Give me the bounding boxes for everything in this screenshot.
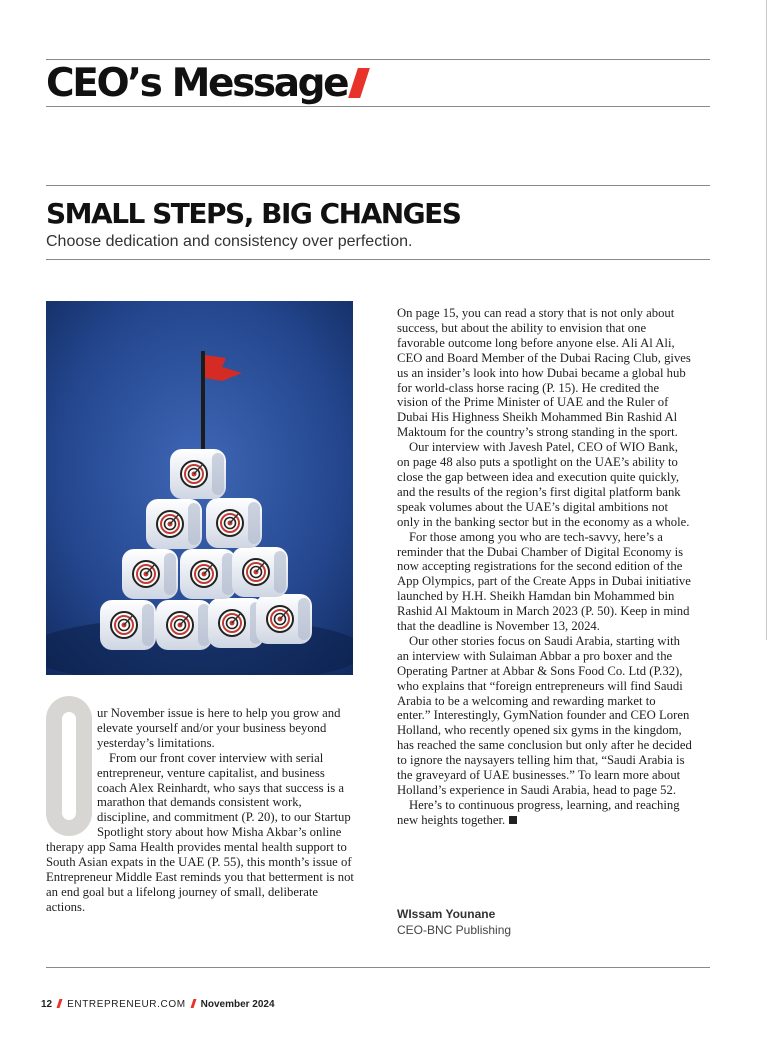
footer-slash-2 <box>190 999 196 1008</box>
dice-pyramid-illustration <box>46 301 353 675</box>
left-paragraph-1: ur November issue is here to help you grow and elevate yourself and/or your business beyond yesterday’s limitations. <box>97 706 341 750</box>
page-edge-line <box>766 0 767 640</box>
page-number: 12 <box>41 999 53 1010</box>
right-paragraph-2: Our interview with Javesh Patel, CEO of WIO Bank, on page 48 also puts a spotlight on the UAE’s ability to close the gap between idea and execution quite quickly, and the results of the region’s first digital platform bank speak volumes about the UAE’s digital ambitions not only in the banking sector but in the economy as a whole. <box>397 440 690 529</box>
right-paragraph-4: Our other stories focus on Saudi Arabia, starting with an interview with Sulaiman Abbar a pro boxer and the Operating Partner at Abbar & Sons Food Co. Ltd (P.32), who explains that “foreign entrepreneurs will find Saudi Arabia to be a welcoming and rewarding market to enter.” Interestingly, GymNation founder and CEO Loren Holland, who recently opened six gyms in the kingdom, has reached the same conclusion but only after he decided to ignore the naysayers telling him that, “Saudi Arabia is the graveyard of UAE businesses.” To learn more about Holland’s experience in Saudi Arabia, head to page 52. <box>397 633 692 797</box>
die-row-2 <box>122 547 288 599</box>
signature-role: CEO-BNC Publishing <box>397 923 512 937</box>
section-accent-slash <box>348 68 370 98</box>
headline-bottom-rule <box>46 259 710 260</box>
section-title <box>46 62 365 106</box>
section-rule <box>46 106 710 107</box>
closing-text: Here’s to continuous progress, learning, and reaching new heights together. <box>397 797 680 827</box>
section-title-text: CEO’s Message <box>46 61 348 106</box>
left-paragraph-2: From our front cover interview with serial entrepreneur, venture capitalist, and business coach Alex Reinhardt, who says that success is a marathon that demands consistent work, discipline, and commitment (P. 20), to our Startup Spotlight story about how Misha Akbar’s online therapy app Sama Health provides mental health support to South Asian expats in the UAE (P. 55), this month’s issue of Entrepreneur Middle East reminds you that betterment is not an end goal but a lifelong journey of small, deliberate actions. <box>46 750 354 914</box>
right-paragraph-5 <box>397 798 692 828</box>
footer-site: ENTREPRENEUR.COM <box>67 999 186 1010</box>
article-dek: Choose dedication and consistency over perfection. <box>46 233 413 250</box>
headline-top-rule <box>46 185 710 186</box>
left-column <box>46 706 356 915</box>
article-headline: SMALL STEPS, BIG CHANGES <box>46 197 461 230</box>
page-footer <box>41 999 275 1010</box>
die-row-1 <box>100 594 312 650</box>
footer-rule <box>46 967 710 968</box>
signature-name: WIssam Younane <box>397 907 496 921</box>
top-rule <box>46 59 710 60</box>
right-paragraph-1: On page 15, you can read a story that is not only about success, but about the ability to envision that one favorable outcome long before anyone else. Ali Al Ali, CEO and Board Member of the Dubai Racing Club, gives us an insider’s look into how Dubai became a global hub for world-class horse racing (P. 15). He credited the vision of the Prime Minister of UAE and the Ruler of Dubai His Highness Sheikh Mohammed Bin Rashid Al Maktoum for the country’s strong standing in the sport. <box>397 306 691 440</box>
end-mark-icon <box>509 816 517 824</box>
die-row-4 <box>170 449 226 499</box>
article-photo <box>46 301 353 675</box>
right-paragraph-3: For those among you who are tech-savvy, here’s a reminder that the Dubai Chamber of Digital Economy is now accepting registrations for the second edition of the App Olympics, part of the Create Apps in Dubai initiative launched by H.H. Sheikh Hamdan bin Mohammed bin Rashid Al Maktoum in March 2023 (P. 50). Keep in mind that the deadline is November 13, 2024. <box>397 529 691 634</box>
footer-slash-1 <box>57 999 63 1008</box>
drop-cap-space <box>46 706 97 837</box>
footer-issue: November 2024 <box>200 999 275 1010</box>
right-column <box>397 306 692 828</box>
